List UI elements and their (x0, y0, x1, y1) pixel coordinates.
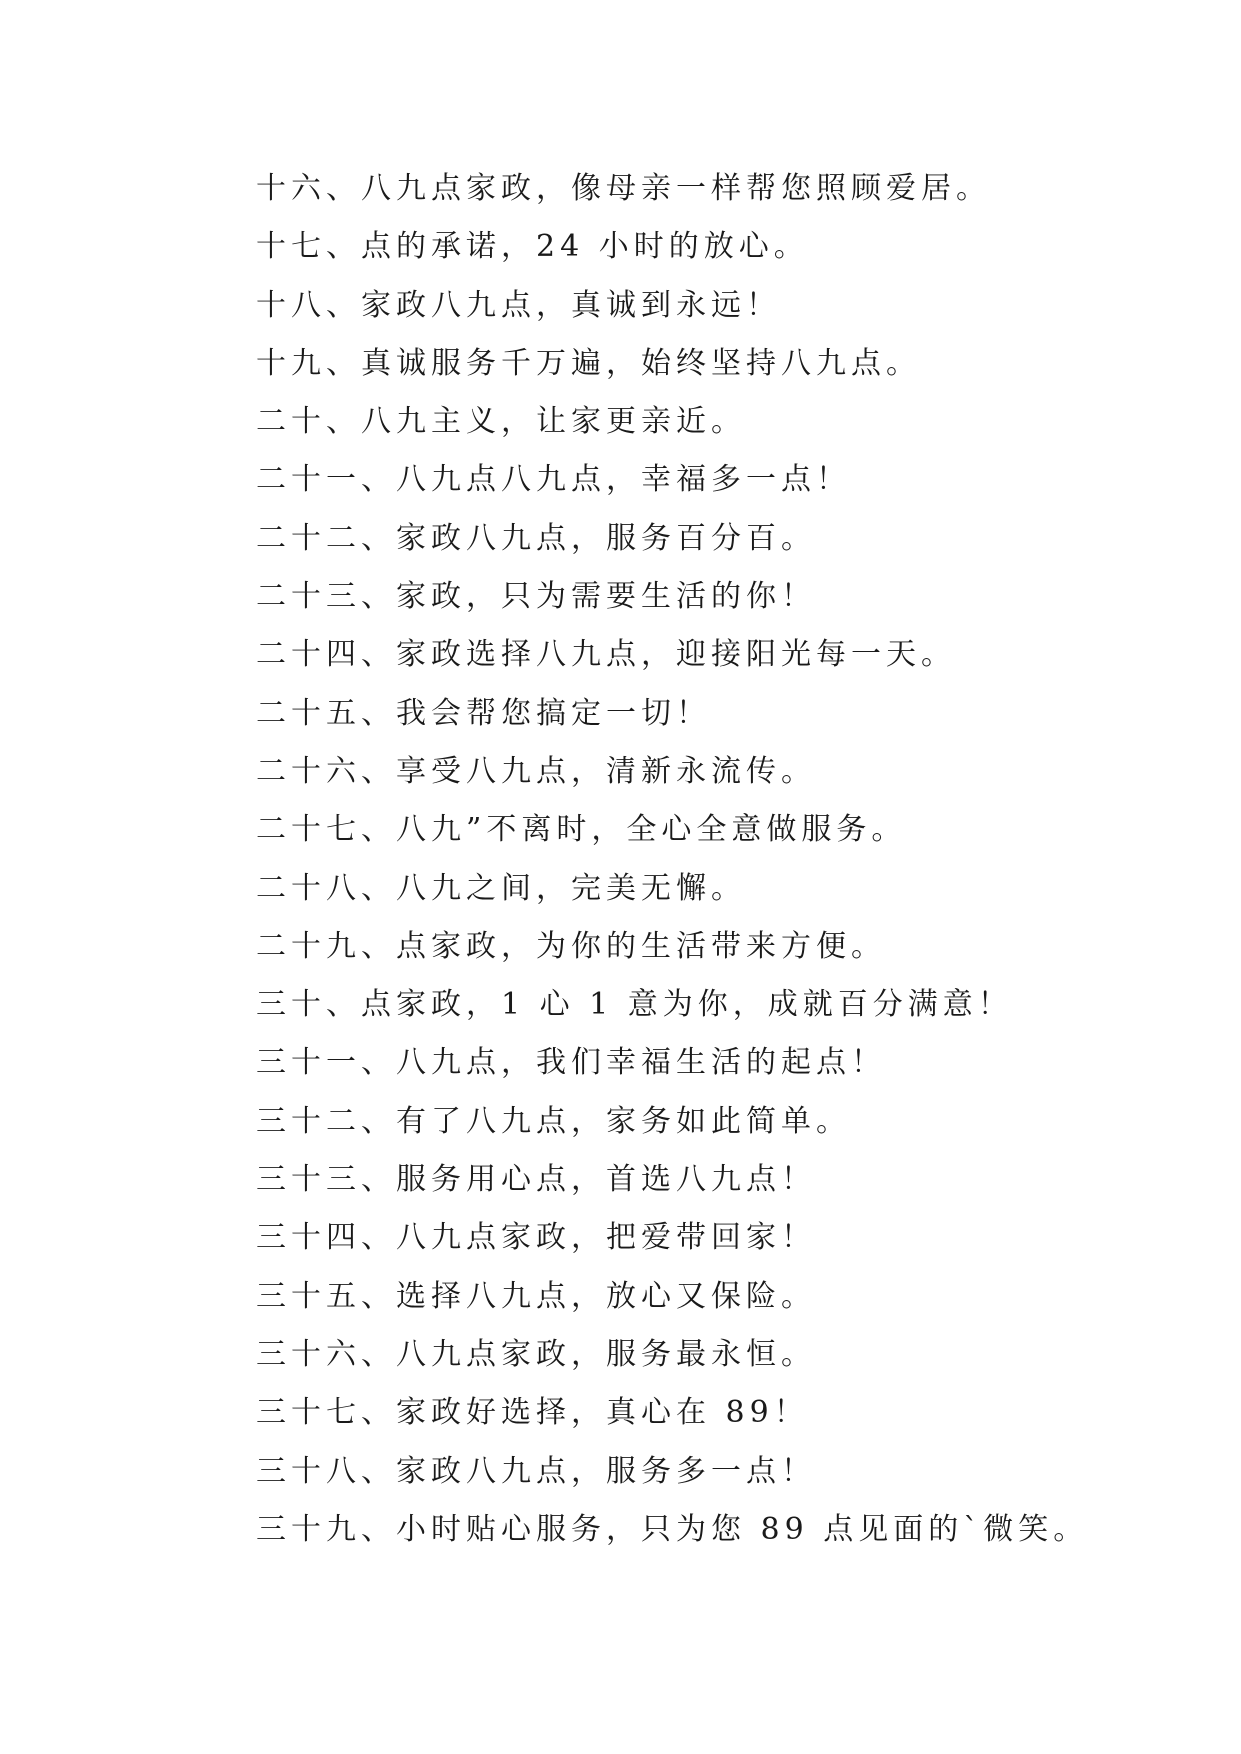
slogan-line: 二十六、享受八九点，清新永流传。 (256, 753, 816, 789)
slogan-line: 三十八、家政八九点，服务多一点！ (256, 1453, 816, 1489)
slogan-line: 二十八、八九之间，完美无懈。 (256, 870, 746, 906)
slogan-line: 二十三、家政，只为需要生活的你！ (256, 579, 816, 615)
slogan-line: 十八、家政八九点，真诚到永远！ (256, 287, 781, 323)
slogan-line: 三十六、八九点家政，服务最永恒。 (256, 1336, 816, 1372)
slogan-line: 十七、点的承诺，24 小时的放心。 (256, 229, 809, 265)
slogan-list (256, 160, 1156, 1559)
slogan-line: 三十五、选择八九点，放心又保险。 (256, 1278, 816, 1314)
slogan-line: 二十五、我会帮您搞定一切！ (256, 695, 711, 731)
slogan-line: 三十九、小时贴心服务，只为您 89 点见面的`微笑。 (256, 1511, 1089, 1547)
slogan-line: 三十四、八九点家政，把爱带回家！ (256, 1220, 816, 1256)
slogan-line: 二十九、点家政，为你的生活带来方便。 (256, 928, 886, 964)
slogan-line: 二十七、八九”不离时，全心全意做服务。 (256, 812, 907, 848)
slogan-line: 二十四、家政选择八九点，迎接阳光每一天。 (256, 637, 956, 673)
slogan-line: 二十二、家政八九点，服务百分百。 (256, 520, 816, 556)
slogan-line: 三十一、八九点，我们幸福生活的起点！ (256, 1045, 886, 1081)
slogan-line: 三十三、服务用心点，首选八九点！ (256, 1162, 816, 1198)
slogan-line: 三十、点家政，1 心 1 意为你，成就百分满意！ (256, 987, 1013, 1023)
slogan-line: 十九、真诚服务千万遍，始终坚持八九点。 (256, 345, 921, 381)
slogan-line: 三十二、有了八九点，家务如此简单。 (256, 1103, 851, 1139)
slogan-line: 二十、八九主义，让家更亲近。 (256, 404, 746, 440)
slogan-line: 十六、八九点家政，像母亲一样帮您照顾爱居。 (256, 171, 991, 206)
slogan-line: 二十一、八九点八九点，幸福多一点！ (256, 462, 851, 498)
slogan-line: 三十七、家政好选择，真心在 89！ (256, 1395, 809, 1431)
